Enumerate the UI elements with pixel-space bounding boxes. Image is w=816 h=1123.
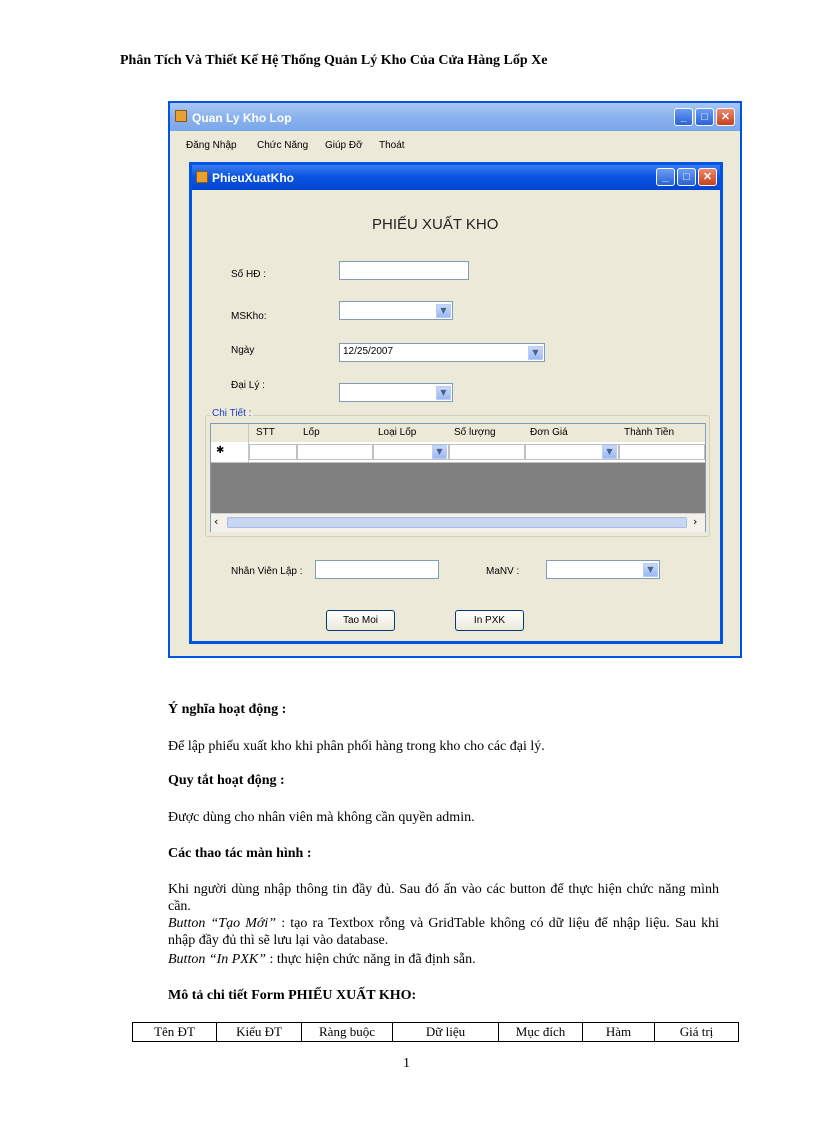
tao-moi-text: : tạo ra Textbox rỗng và GridTable không có dữ liệu để nhập liệu. Sau khi nhập đầy đủ thì sẽ lưu lại vào database.: [168, 916, 719, 948]
tao-moi-description: [168, 915, 719, 949]
close-icon[interactable]: ✕: [716, 108, 735, 126]
grid-cell-so-luong[interactable]: [449, 444, 525, 460]
tao-moi-button[interactable]: Tao Moi: [326, 610, 395, 631]
chevron-down-icon[interactable]: ▼: [432, 445, 447, 459]
chevron-down-icon[interactable]: ▼: [602, 445, 617, 459]
col-lop[interactable]: Lốp: [303, 427, 320, 438]
main-window-title: Quan Ly Kho Lop: [192, 111, 292, 125]
ms-kho-select[interactable]: [339, 301, 453, 320]
row-header-divider: [248, 424, 249, 462]
form-maximize-icon[interactable]: □: [677, 168, 696, 186]
menu-giup-do[interactable]: Giúp Đỡ: [325, 140, 363, 151]
description-table: [132, 1022, 739, 1042]
page-number: 1: [403, 1056, 410, 1071]
nhan-vien-lap-input[interactable]: [315, 560, 439, 579]
ma-nv-select[interactable]: [546, 560, 660, 579]
phieu-xuat-kho-window: [189, 162, 723, 644]
form-window-title: PhieuXuatKho: [212, 171, 295, 185]
dai-ly-select[interactable]: [339, 383, 453, 402]
menu-bar: [170, 131, 740, 151]
scroll-thumb[interactable]: [227, 517, 687, 528]
col-loai-lop[interactable]: Loại Lốp: [378, 427, 417, 438]
chi-tiet-label: Chi Tiết :: [212, 408, 252, 419]
grid-cell-lop[interactable]: [297, 444, 373, 460]
chevron-down-icon[interactable]: ▼: [436, 386, 451, 400]
thao-tac-heading: Các thao tác màn hình :: [168, 846, 312, 861]
dai-ly-label: Đại Lý :: [231, 380, 265, 391]
so-hd-input[interactable]: [339, 261, 469, 280]
main-window: [168, 101, 742, 658]
minimize-icon[interactable]: _: [674, 108, 693, 126]
new-row-marker-icon: ✱: [216, 445, 225, 456]
app-icon: [175, 110, 187, 122]
col-stt[interactable]: STT: [256, 427, 275, 438]
form-minimize-icon[interactable]: _: [656, 168, 675, 186]
chevron-down-icon[interactable]: ▼: [643, 563, 658, 577]
form-close-icon[interactable]: ✕: [698, 168, 717, 186]
table-header-row: [133, 1023, 739, 1042]
form-heading: PHIẾU XUẤT KHO: [372, 216, 499, 233]
chevron-down-icon[interactable]: ▼: [436, 304, 451, 318]
nhan-vien-lap-label: Nhân Viên Lập :: [231, 566, 303, 577]
chi-tiet-grid[interactable]: [210, 423, 706, 532]
in-pxk-button[interactable]: In PXK: [455, 610, 524, 631]
so-hd-label: Số HĐ :: [231, 269, 267, 280]
th-muc-dich: Mục đích: [499, 1023, 583, 1042]
maximize-icon[interactable]: □: [695, 108, 714, 126]
scroll-left-icon[interactable]: ‹: [214, 515, 219, 528]
th-ten-dt: Tên ĐT: [133, 1023, 217, 1042]
quy-tac-text: Được dùng cho nhân viên mà không cần quyền admin.: [168, 810, 475, 825]
grid-cell-loai-lop[interactable]: [373, 444, 449, 460]
grid-cell-thanh-tien[interactable]: [619, 444, 705, 460]
menu-dang-nhap[interactable]: Đăng Nhập: [186, 140, 237, 151]
grid-cell-don-gia[interactable]: [525, 444, 619, 460]
th-du-lieu: Dữ liệu: [393, 1023, 499, 1042]
document-header: Phân Tích Và Thiết Kế Hệ Thống Quản Lý Kho Của Cửa Hàng Lốp Xe: [120, 53, 548, 68]
menu-thoat[interactable]: Thoát: [379, 140, 405, 151]
menu-chuc-nang[interactable]: Chức Năng: [257, 140, 309, 151]
tao-moi-label: Button “Tạo Mới”: [168, 916, 277, 931]
y-nghia-text: Để lập phiếu xuất kho khi phân phối hàng trong kho cho các đại lý.: [168, 739, 545, 754]
y-nghia-heading: Ý nghĩa hoạt động :: [168, 702, 287, 717]
form-icon: [196, 171, 208, 183]
th-gia-tri: Giá trị: [655, 1023, 739, 1042]
grid-cell-stt[interactable]: [249, 444, 297, 460]
ngay-datepicker[interactable]: [339, 343, 545, 362]
ms-kho-label: MSKho:: [231, 311, 267, 322]
ngay-label: Ngày: [231, 345, 255, 356]
quy-tac-heading: Quy tắt hoạt động :: [168, 773, 285, 788]
col-so-luong[interactable]: Số lượng: [454, 427, 496, 438]
main-window-titlebar[interactable]: [170, 103, 740, 131]
col-thanh-tien[interactable]: Thành Tiền: [624, 427, 675, 438]
form-titlebar[interactable]: [192, 165, 720, 190]
ngay-value: 12/25/2007: [343, 346, 394, 357]
grid-header: [211, 424, 705, 443]
in-pxk-label: Button “In PXK”: [168, 952, 267, 967]
grid-new-row[interactable]: [211, 442, 705, 463]
app-screenshot: [168, 101, 742, 658]
grid-horizontal-scrollbar[interactable]: [211, 513, 705, 532]
th-rang-buoc: Ràng buộc: [302, 1023, 393, 1042]
mo-ta-heading: Mô tả chi tiết Form PHIẾU XUẤT KHO:: [168, 988, 417, 1003]
thao-tac-text: Khi người dùng nhập thông tin đầy đủ. Sau đó ấn vào các button để thực hiện chức năng mình cần.: [168, 882, 719, 914]
in-pxk-text: : thực hiện chức năng in đã định sẵn.: [269, 952, 476, 967]
th-ham: Hàm: [583, 1023, 655, 1042]
col-don-gia[interactable]: Đơn Giá: [530, 427, 568, 438]
in-pxk-description: [168, 951, 719, 968]
calendar-dropdown-icon[interactable]: ▼: [528, 346, 543, 360]
th-kieu-dt: Kiểu ĐT: [217, 1023, 302, 1042]
scroll-right-icon[interactable]: ›: [693, 515, 698, 528]
ma-nv-label: MaNV :: [486, 566, 520, 577]
